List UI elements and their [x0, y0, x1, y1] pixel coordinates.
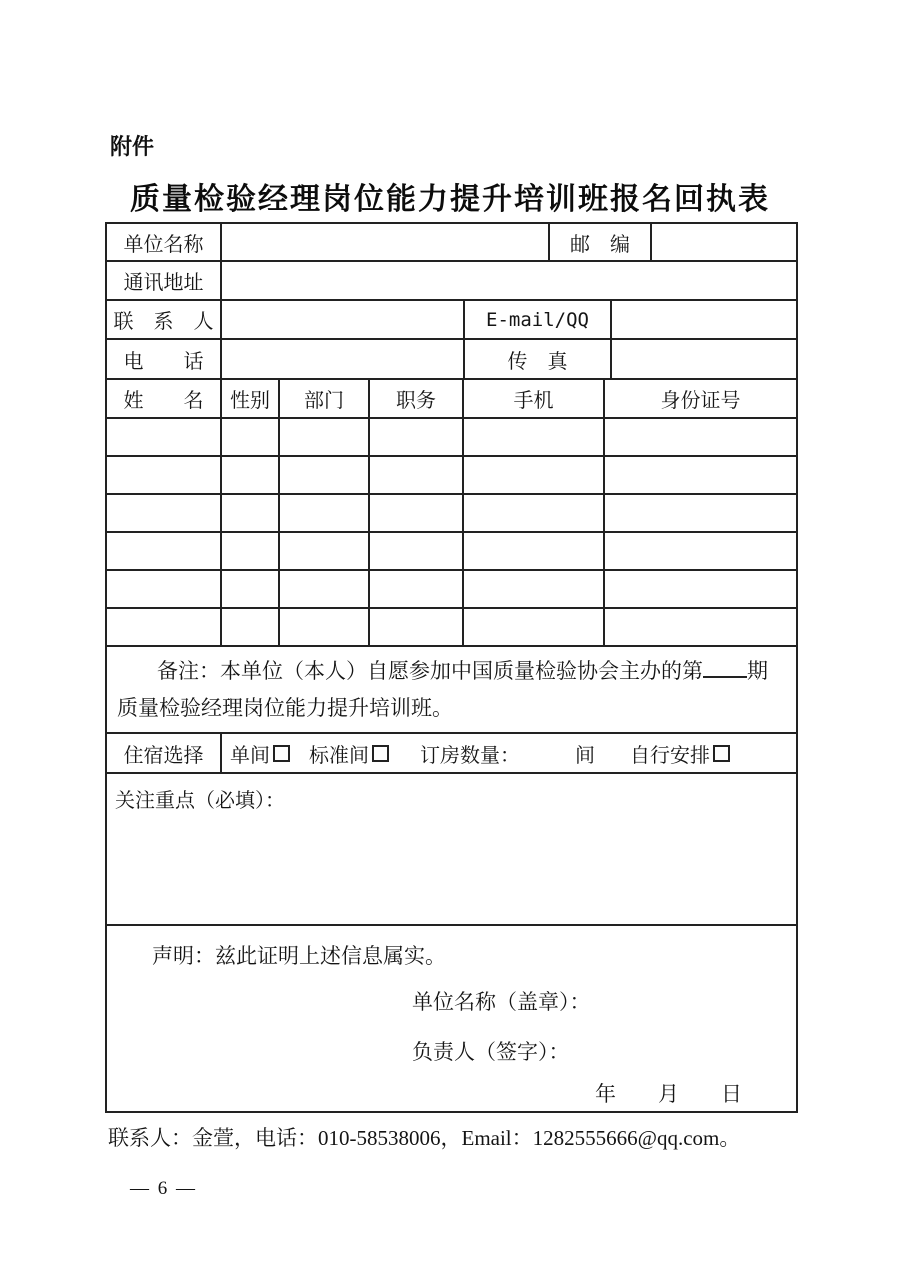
- signer-label: 负责人（签字）：: [412, 1040, 570, 1064]
- fax-field: [612, 340, 796, 378]
- gender-cell: [222, 495, 280, 531]
- standard-room-checkbox: [372, 745, 389, 762]
- department-cell: [280, 571, 370, 607]
- unit-seal-label: 单位名称（盖章）：: [412, 990, 591, 1014]
- gender-cell: [222, 571, 280, 607]
- room-quantity-label: 订房数量：: [420, 744, 520, 767]
- id-number-cell: [605, 609, 796, 645]
- address-row: [107, 262, 796, 301]
- remark-line-2: 质量检验经理岗位能力提升培训班。: [117, 696, 453, 720]
- id-number-column-header: 身份证号: [660, 390, 741, 412]
- name-cell: [107, 533, 222, 569]
- footer-contact-info: 联系人：金萱，电话：010-58538006，Email：1282555666@qq.com。: [108, 1126, 741, 1150]
- address-field: [222, 262, 796, 299]
- gender-cell: [222, 533, 280, 569]
- contact-row: [107, 301, 796, 340]
- address-label: 通讯地址: [107, 262, 222, 299]
- unit-name-field: [222, 224, 550, 260]
- remark-line-1: 备注：本单位（本人）自愿参加中国质量检验协会主办的第 期: [157, 659, 768, 683]
- fax-label: 传 真: [465, 340, 612, 378]
- gender-column-header: 性别: [222, 380, 280, 417]
- page-number: — 6 —: [130, 1178, 197, 1199]
- department-cell: [280, 609, 370, 645]
- email-qq-field: [612, 301, 796, 338]
- name-cell: [107, 419, 222, 455]
- declaration-row: [107, 926, 796, 1111]
- standard-room-option: 标准间: [309, 739, 389, 768]
- id-number-cell: [605, 457, 796, 493]
- phone-field: [222, 340, 465, 378]
- term-number-blank: [703, 657, 747, 678]
- gender-cell: [222, 457, 280, 493]
- gender-cell: [222, 419, 280, 455]
- position-cell: [370, 457, 464, 493]
- date-line: 年 月 日: [595, 1082, 742, 1106]
- self-arrange-option: 自行安排: [630, 739, 730, 768]
- department-column-header: 部门: [280, 380, 370, 417]
- mobile-cell: [464, 609, 605, 645]
- mobile-cell: [464, 495, 605, 531]
- attendee-empty-row: [107, 571, 796, 609]
- id-number-cell: [605, 495, 796, 531]
- position-cell: [370, 533, 464, 569]
- accommodation-label: 住宿选择: [107, 734, 222, 772]
- self-arrange-checkbox: [713, 745, 730, 762]
- mobile-cell: [464, 457, 605, 493]
- page-title: 质量检验经理岗位能力提升培训班报名回执表: [130, 182, 770, 217]
- contact-field: [222, 301, 465, 338]
- attendee-empty-row: [107, 495, 796, 533]
- position-cell: [370, 609, 464, 645]
- postcode-label: 邮 编: [550, 224, 652, 260]
- gender-cell: [222, 609, 280, 645]
- position-cell: [370, 571, 464, 607]
- focus-label: 关注重点（必填）：: [115, 790, 285, 812]
- name-cell: [107, 495, 222, 531]
- room-quantity-unit: 间: [575, 744, 595, 767]
- remark-text: [107, 647, 796, 732]
- unit-name-label: 单位名称: [107, 224, 222, 260]
- name-cell: [107, 609, 222, 645]
- accommodation-row: [107, 734, 796, 774]
- declaration-block: [107, 926, 796, 1111]
- id-number-cell: [605, 571, 796, 607]
- department-cell: [280, 419, 370, 455]
- remark-row: [107, 647, 796, 734]
- position-cell: [370, 495, 464, 531]
- attendee-header-row: [107, 380, 796, 419]
- department-cell: [280, 495, 370, 531]
- postcode-field: [652, 224, 796, 260]
- department-cell: [280, 457, 370, 493]
- attendee-empty-row: [107, 533, 796, 571]
- attendee-empty-row: [107, 457, 796, 495]
- attendee-empty-row: [107, 419, 796, 457]
- phone-label: 电 话: [107, 340, 222, 378]
- email-qq-label: E-mail/QQ: [465, 301, 612, 338]
- registration-form-table: [105, 222, 798, 1113]
- unit-name-row: [107, 224, 796, 262]
- accommodation-options: [222, 734, 796, 772]
- phone-row: [107, 340, 796, 380]
- id-number-cell: [605, 419, 796, 455]
- attachment-label: 附件: [110, 135, 155, 160]
- single-room-option: 单间: [230, 739, 290, 768]
- mobile-cell: [464, 419, 605, 455]
- attendee-empty-row: [107, 609, 796, 647]
- position-cell: [370, 419, 464, 455]
- focus-row: [107, 774, 796, 926]
- name-column-header: 姓 名: [107, 380, 222, 417]
- department-cell: [280, 533, 370, 569]
- mobile-column-header: 手机: [464, 380, 605, 417]
- position-column-header: 职务: [370, 380, 464, 417]
- focus-field: [107, 774, 796, 924]
- name-cell: [107, 457, 222, 493]
- mobile-cell: [464, 533, 605, 569]
- name-cell: [107, 571, 222, 607]
- id-number-cell: [605, 533, 796, 569]
- contact-label: 联 系 人: [107, 301, 222, 338]
- mobile-cell: [464, 571, 605, 607]
- declaration-statement: 声明：兹此证明上述信息属实。: [152, 944, 446, 968]
- single-room-checkbox: [273, 745, 290, 762]
